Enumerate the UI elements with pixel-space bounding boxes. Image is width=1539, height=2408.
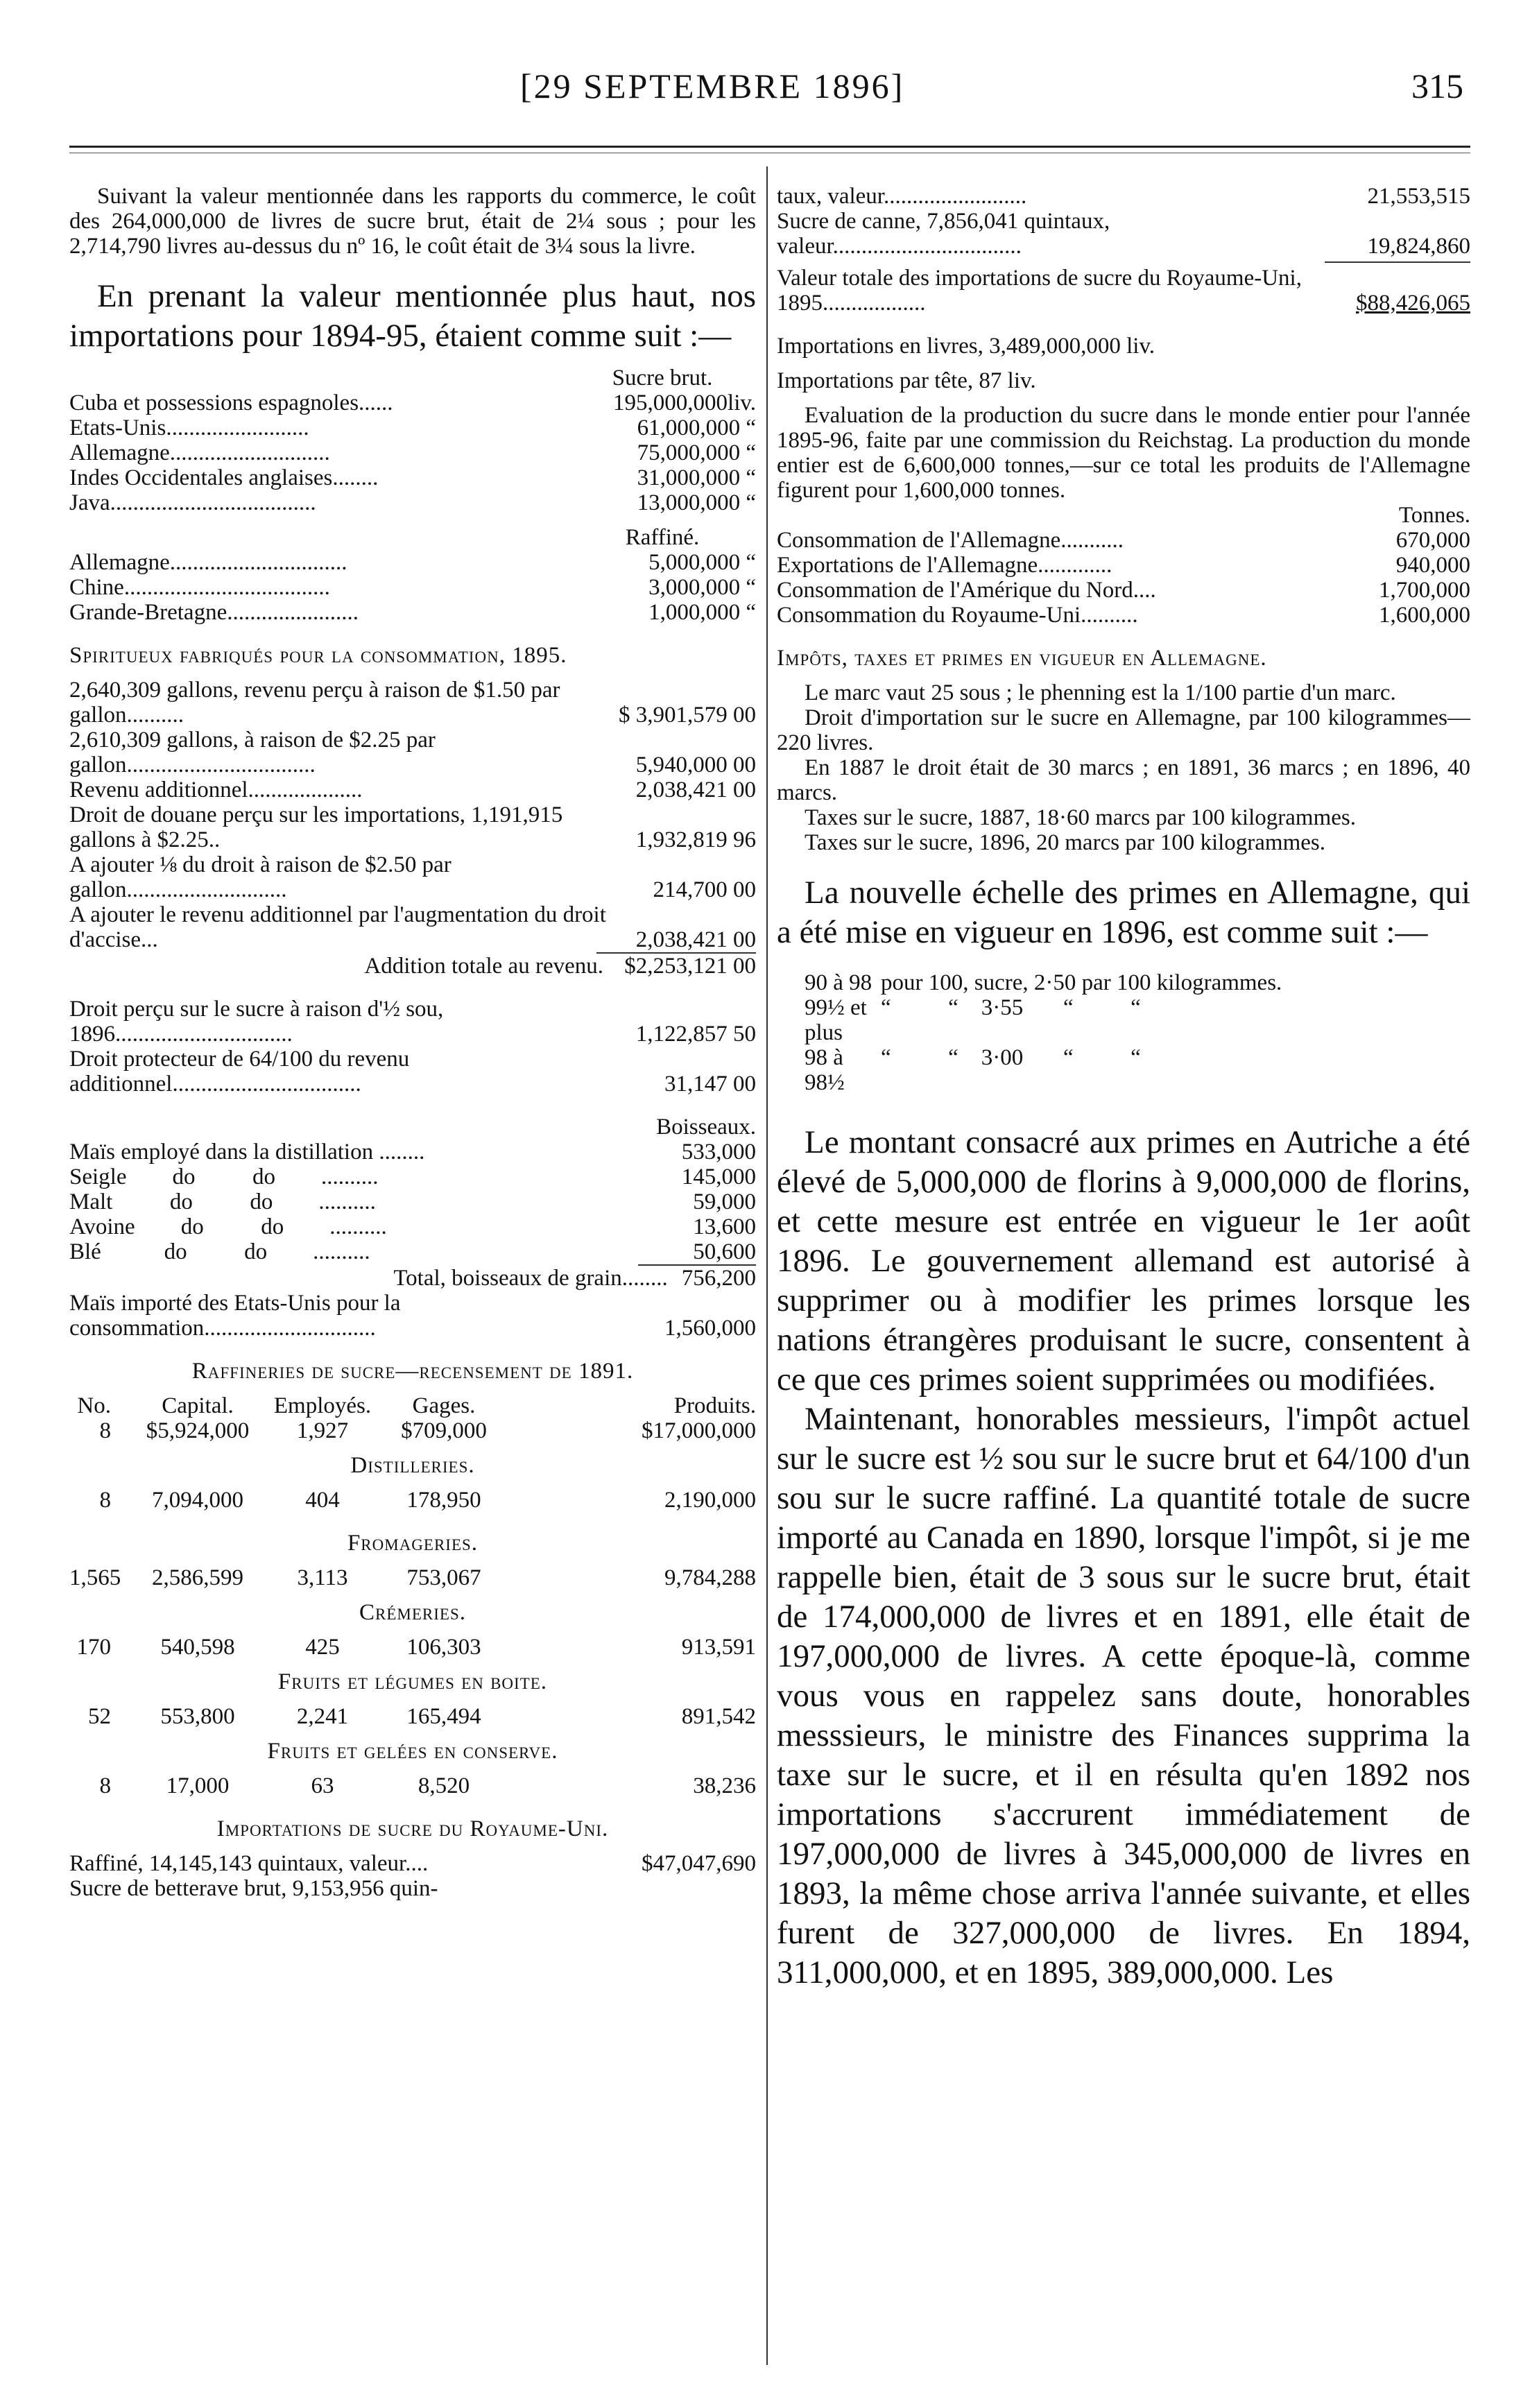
tax-line: En 1887 le droit était de 30 marcs ; en 1891, 36 marcs ; en 1896, 40 marcs.	[777, 755, 1470, 805]
spirits-heading: Spiritueux fabriqués pour la consommation, 1895.	[69, 643, 567, 668]
census-heading: Raffineries de sucre—recensement de 1891.	[191, 1359, 634, 1384]
header-date: [29 SEPTEMBRE 1896]	[520, 67, 905, 105]
import-row: Indes Occidentales anglaises........ 31,000,000 “	[69, 465, 756, 490]
tax-line: Droit d'importation sur le sucre en Allemagne, par 100 kilogrammes—220 livres.	[777, 705, 1470, 755]
census-section-title: Fromageries.	[347, 1531, 479, 1556]
import-row: Etats-Unis......................... 61,000,000 “	[69, 415, 756, 440]
canada-paragraph: Maintenant, honorables messieurs, l'impôt actuel sur le sucre est ½ sou sur le sucre brut et 64/100 d'un sou sur le sucre raffiné. La quantité totale de sucre importé au Canada en 1890, lorsque l'impôt, si je me rappelle bien, était de 3 sous sur le sucre brut, était de 174,000,000 de livres et en 1891, elle était de 197,000,000 de livres. A cette époque-là, comme vous vous en rappelez sans doute, honorables messsieurs, le ministre des Finances supprima la taxe sur le sucre, et il en résulta qu'en 1892 nos importations s'accrurent immédiatement de 197,000,000 de livres à 345,000,000 de livres en 1893, la même chose arriva l'année suivante, et elles furent de 327,000,000 de livres. En 1894, 311,000,000, et en 1895, 389,000,000. Les	[777, 1401, 1470, 1990]
raw-sugar-heading-row: Sucre brut.	[612, 366, 713, 390]
refined-heading-row: Raffiné.	[625, 525, 700, 550]
consumption-row: Consommation de l'Allemagne........... 670,000	[777, 528, 1470, 553]
grain-row: Malt do do .......... 59,000	[69, 1189, 756, 1214]
consumption-row: Exportations de l'Allemagne............. 940,000	[777, 553, 1470, 578]
duty-row: Droit perçu sur le sucre à raison d'½ sou, 1896............................... 1,122,857 50	[69, 997, 756, 1047]
page-header	[76, 66, 1470, 114]
uk-imports-heading: Importations de sucre du Royaume-Uni.	[216, 1816, 609, 1841]
column-divider	[766, 166, 768, 2365]
spirits-row: Revenu additionnel.................... 2,038,421 00	[69, 777, 756, 802]
import-row: Allemagne............................... 5,000,000 “	[69, 550, 756, 575]
census-section-title: Crémeries.	[359, 1600, 466, 1625]
primes-lead-paragraph: La nouvelle échelle des primes en Allemagne, qui a été mise en vigueur en 1896, est comme suit :—	[777, 875, 1470, 950]
spirits-row: 2,610,309 gallons, à raison de $2.25 par gallon................................. 5,940,000 00	[69, 728, 756, 777]
uk-import-row: Sucre de betterave brut, 9,153,956 quin-	[69, 1876, 438, 1901]
uk-total-row: Valeur totale des importations de sucre du Royaume-Uni, 1895.................. $88,426,065	[777, 266, 1470, 316]
imports-per-head: Importations par tête, 87 liv.	[777, 368, 1036, 393]
grain-import-row: Maïs importé des Etats-Unis pour la consommation.............................. 1,560,000	[69, 1291, 756, 1341]
rate-range: 90 à 98	[805, 970, 872, 995]
import-row: Java.................................... 13,000,000 “	[69, 490, 756, 515]
page-number: 315	[1411, 67, 1463, 105]
census-section-title: Fruits et gelées en conserve.	[267, 1739, 558, 1764]
census-row: 52 553,800 2,241 165,494 891,542	[88, 1704, 756, 1729]
rate-text: “ “ 3·55 “ “	[881, 995, 1141, 1020]
census-row: 8 $5,924,000 1,927 $709,000 $17,000,000	[99, 1418, 756, 1443]
spirits-row: A ajouter ⅛ du droit à raison de $2.50 par gallon............................ 214,700 00	[69, 852, 756, 902]
bushels-heading-row: Boisseaux.	[656, 1115, 756, 1140]
census-row: 170 540,598 425 106,303 913,591	[76, 1635, 756, 1660]
imports-pounds: Importations en livres, 3,489,000,000 liv.	[777, 334, 1155, 359]
uk-import-row: Sucre de canne, 7,856,041 quintaux, valeur................................. 19,824,860	[777, 209, 1470, 259]
rate-text: pour 100, sucre, 2·50 par 100 kilogrammes.	[881, 970, 1282, 995]
intro-paragraph: Suivant la valeur mentionnée dans les rapports du commerce, le coût des 264,000,000 de livres de sucre brut, était de 2¼ sous ; pour les 2,714,790 livres au-dessus du nº 16, le coût était de 3¼ sous la livre.	[69, 184, 756, 259]
left-column	[69, 184, 756, 1901]
taxes-heading: Impôts, taxes et primes en vigueur en Allemagne.	[777, 646, 1267, 671]
uk-import-row: Raffiné, 14,145,143 quintaux, valeur.... $47,047,690	[69, 1851, 756, 1876]
prime-rates-table	[777, 970, 1470, 1095]
spirits-row: 2,640,309 gallons, revenu perçu à raison de $1.50 par gallon.......... $ 3,901,579 00	[69, 678, 756, 728]
uk-import-row: taux, valeur......................... 21,553,515	[777, 184, 1470, 209]
import-row: Cuba et possessions espagnoles...... 195,000,000liv.	[69, 390, 756, 415]
rate-range: 98 à 98½	[805, 1045, 845, 1095]
tax-line: Taxes sur le sucre, 1887, 18·60 marcs par 100 kilogrammes.	[805, 805, 1356, 830]
census-row: 1,565 2,586,599 3,113 753,067 9,784,288	[69, 1565, 756, 1590]
grain-row: Maïs employé dans la distillation ........ 533,000	[69, 1140, 756, 1164]
tax-line: Taxes sur le sucre, 1896, 20 marcs par 100 kilogrammes.	[805, 830, 1325, 855]
consumption-row: Consommation de l'Amérique du Nord.... 1,700,000	[777, 578, 1470, 603]
tonnes-heading-row: Tonnes.	[1398, 503, 1470, 528]
census-row: 8 17,000 63 8,520 38,236	[99, 1773, 756, 1798]
rate-range: 99½ et plus	[805, 995, 867, 1045]
census-header-row: No. Capital. Employés. Gages. Produits.	[77, 1393, 756, 1418]
rate-text: “ “ 3·00 “ “	[881, 1045, 1141, 1070]
austria-paragraph: Le montant consacré aux primes en Autriche a été élevé de 5,000,000 de florins à 9,000,000 de florins, et cette mesure est entrée en vigueur le 1er août 1896. Le gouvernement allemand est autorisé à supprimer ou à modifier les primes lorsque les nations étrangères produisant le sucre, consentent à ce que ces primes soient supprimées ou modifiées.	[777, 1124, 1470, 1398]
grain-row: Blé do do .......... 50,600	[69, 1239, 756, 1264]
sum-rule	[1325, 261, 1470, 263]
lead-paragraph: En prenant la valeur mentionnée plus haut, nos importations pour 1894-95, étaient comme suit :—	[69, 278, 756, 354]
world-production-paragraph: Evaluation de la production du sucre dans le monde entier pour l'année 1895-96, faite par une commission du Reichstag. La production du monde entier est de 6,600,000 tonnes,—sur ce total les produits de l'Allemagne figurent pour 1,600,000 tonnes.	[777, 403, 1470, 503]
grain-row: Avoine do do .......... 13,600	[69, 1214, 756, 1239]
duty-row: Droit protecteur de 64/100 du revenu additionnel................................. 31,147 00	[69, 1047, 756, 1096]
grain-row: Seigle do do .......... 145,000	[69, 1164, 756, 1189]
consumption-row: Consommation du Royaume-Uni.......... 1,600,000	[777, 603, 1470, 628]
census-section-title: Distilleries.	[350, 1453, 475, 1478]
import-row: Chine.................................... 3,000,000 “	[69, 575, 756, 600]
spirits-total-row: Addition totale au revenu. $2,253,121 00	[364, 954, 756, 979]
census-row: 8 7,094,000 404 178,950 2,190,000	[99, 1488, 756, 1513]
census-section-title: Fruits et légumes en boite.	[277, 1669, 548, 1694]
header-rule	[69, 146, 1470, 148]
right-column	[777, 184, 1470, 1993]
tax-line: Le marc vaut 25 sous ; le phenning est la 1/100 partie d'un marc.	[805, 680, 1396, 705]
import-row: Allemagne............................ 75,000,000 “	[69, 440, 756, 465]
spirits-row: Droit de douane perçu sur les importations, 1,191,915 gallons à $2.25.. 1,932,819 96	[69, 802, 756, 852]
spirits-row: A ajouter le revenu additionnel par l'augmentation du droit d'accise... 2,038,421 00	[69, 902, 756, 952]
import-row: Grande-Bretagne....................... 1,000,000 “	[69, 600, 756, 625]
grain-total-row: Total, boisseaux de grain........ 756,200	[393, 1266, 756, 1291]
